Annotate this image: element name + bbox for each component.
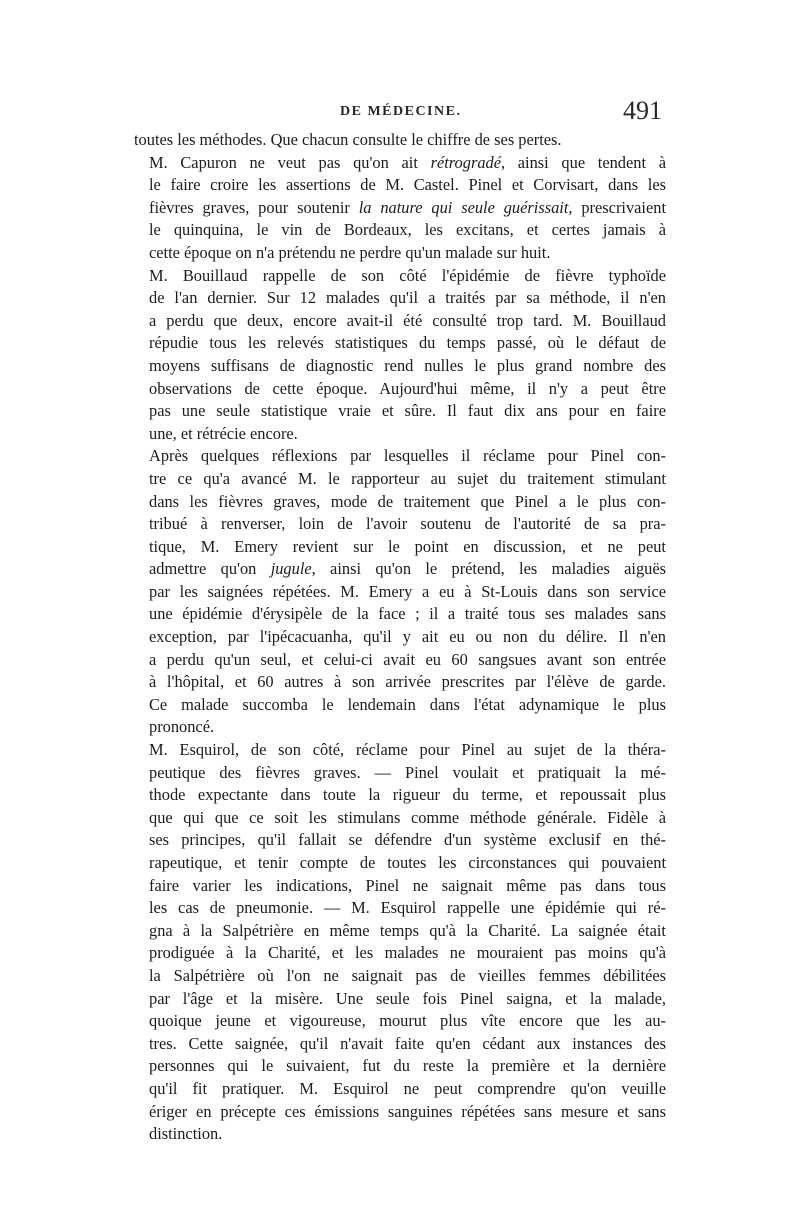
text-line: que qui que ce soit les stimulans comme méthode générale. Fidèle à <box>149 807 666 827</box>
text-line: par l'âge et la misère. Une seule fois Pinel saigna, et la malade, <box>149 988 666 1008</box>
text-line: a perdu que deux, encore avait-il été consulté trop tard. M. Bouillaud <box>149 310 666 330</box>
text-line: à l'hôpital, et 60 autres à son arrivée prescrites par l'élève de garde. <box>149 672 666 692</box>
text-line: moyens suffisans de diagnostic rend nulles le plus grand nombre des <box>149 355 666 375</box>
text-line: prodiguée à la Charité, et les malades ne mouraient pas moins qu'à <box>149 943 666 963</box>
text-line: M. Esquirol, de son côté, réclame pour Pinel au sujet de la théra- <box>149 740 666 760</box>
text-line: ses principes, qu'il fallait se défendre d'un système exclusif en thé- <box>149 830 666 850</box>
text-line: Après quelques réflexions par lesquelles il réclame pour Pinel con- <box>149 446 666 466</box>
text-line: tres. Cette saignée, qu'il n'avait faite qu'en cédant aux instances des <box>149 1033 666 1053</box>
text-line: le faire croire les assertions de M. Castel. Pinel et Corvisart, dans les <box>149 175 666 195</box>
text-line: cette époque on n'a prétendu ne perdre qu'un malade sur huit. <box>149 242 551 262</box>
text-line: peutique des fièvres graves. — Pinel voulait et pratiquait la mé- <box>149 762 666 782</box>
text-line: gna à la Salpétrière en même temps qu'à la Charité. La saignée était <box>149 920 666 940</box>
paragraph <box>134 129 666 152</box>
text-line: tique, M. Emery revient sur le point en discussion, et ne peut <box>149 536 666 556</box>
paragraph <box>134 152 666 265</box>
text-line: Ce malade succomba le lendemain dans l'état adynamique le plus <box>149 694 666 714</box>
text-line: par les saignées répétées. M. Emery a eu à St-Louis dans son service <box>149 581 666 601</box>
text-line: admettre qu'on jugule, ainsi qu'on le prétend, les maladies aiguës <box>149 559 666 579</box>
text-line: le quinquina, le vin de Bordeaux, les excitans, et certes jamais à <box>149 220 666 240</box>
text-line: pas une seule statistique vraie et sûre. Il faut dix ans pour en faire <box>149 401 666 421</box>
text-line: observations de cette époque. Aujourd'hui même, il n'y a peut être <box>149 378 666 398</box>
paragraph <box>134 739 666 1146</box>
text-line: tre ce qu'a avancé M. le rapporteur au sujet du traitement stimulant <box>149 468 666 488</box>
page-number: 491 <box>623 96 662 125</box>
text-line: une, et rétrécie encore. <box>149 423 298 443</box>
text-line: rapeutique, et tenir compte de toutes les circonstances qui pouvaient <box>149 853 666 872</box>
body-text <box>134 129 666 1146</box>
text-line: distinction. <box>149 1124 223 1144</box>
text-line: M. Capuron ne veut pas qu'on ait rétrogradé, ainsi que tendent à <box>149 152 666 172</box>
text-line: thode expectante dans toute la rigueur du terme, et repoussait plus <box>149 785 666 805</box>
text-line: la Salpétrière où l'on ne saignait pas de vieilles femmes débilitées <box>149 965 666 985</box>
text-line: de l'an dernier. Sur 12 malades qu'il a traités par sa méthode, il n'en <box>149 288 666 308</box>
paragraph <box>134 445 666 739</box>
text-line: dans les fièvres graves, mode de traitement que Pinel a le plus con- <box>149 491 666 511</box>
paragraph <box>134 265 666 446</box>
text-line: prononcé. <box>149 717 215 737</box>
text-line: une épidémie d'érysipèle de la face ; il a traité tous ses malades sans <box>149 604 666 624</box>
text-line: ériger en précepte ces émissions sanguines répétées sans mesure et sans <box>149 1101 666 1121</box>
running-head: DE MÉDECINE. <box>340 104 462 119</box>
text-line: faire varier les indications, Pinel ne saignait même pas dans tous <box>149 875 666 895</box>
text-line: les cas de pneumonie. — M. Esquirol rappelle une épidémie qui ré- <box>149 898 666 918</box>
text-line: répudie tous les relevés statistiques du temps passé, où le défaut de <box>149 333 666 353</box>
text-line: fièvres graves, pour soutenir la nature qui seule guérissait, prescrivaient <box>149 197 666 217</box>
text-line: exception, par l'ipécacuanha, qu'il y ait eu ou non du délire. Il n'en <box>149 627 666 647</box>
text-line: quoique jeune et vigoureuse, mourut plus vîte encore que les au- <box>149 1011 666 1031</box>
text-line: M. Bouillaud rappelle de son côté l'épidémie de fièvre typhoïde <box>149 265 666 285</box>
text-line: personnes qui le suivaient, fut du reste la première et la dernière <box>149 1056 666 1076</box>
text-line: tribué à renverser, loin de l'avoir soutenu de l'autorité de sa pra- <box>149 514 666 534</box>
text-line: a perdu qu'un seul, et celui-ci avait eu 60 sangsues avant son entrée <box>149 649 666 669</box>
text-line: qu'il fit pratiquer. M. Esquirol ne peut comprendre qu'on veuille <box>149 1078 666 1098</box>
text-line: toutes les méthodes. Que chacun consulte le chiffre de ses pertes. <box>134 130 562 149</box>
